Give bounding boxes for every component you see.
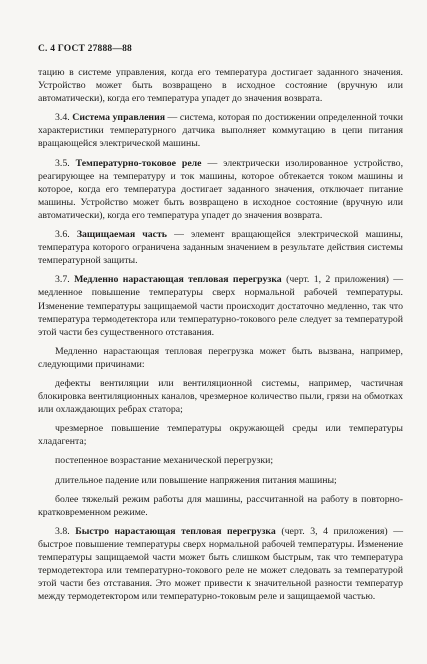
standard-code: ГОСТ 27888—88 xyxy=(57,44,132,54)
clause-term: Система управления xyxy=(72,112,166,124)
clause-number: 3.5. xyxy=(55,157,70,169)
clause-text: (черт. 1, 2 приложения) — медленное повышение температуры сверх нормальной рабочей температуры. Изменение температуры защищаемой части происходит достаточно медленно, так что температура термодетектора или температурно-токового реле следует за температурой этой части без существенного отставания. xyxy=(38,274,404,338)
clause-3-8 xyxy=(38,525,403,604)
document-body xyxy=(38,66,403,609)
clause-text: — электрически изолированное устройство, реагирующее на температуру и ток машины, которое обтекается током машины и которое, когда его температура достигает заданного значения, отключает питание машины. Устройство может быть возвращено в исходное состояние (вручную или автоматически), когда его температура упадет до значения возврата. xyxy=(38,157,404,221)
clause-term: Медленно нарастающая тепловая перегрузка xyxy=(74,274,282,286)
clause-3-4 xyxy=(38,111,403,150)
clause-number: 3.4. xyxy=(55,112,70,124)
list-item-mechanical: постепенное возрастание механической перегрузки; xyxy=(55,455,274,467)
clause-term: Температурно-токовое реле xyxy=(75,157,202,169)
list-item-duty: более тяжелый режим работы для машины, рассчитанной на работу в повторно-кратковременном режиме. xyxy=(38,493,403,518)
list-item-voltage: длительное падение или повышение напряжения питания машины; xyxy=(55,474,337,486)
list-item-ventilation: дефекты вентиляции или вентиляционной системы, например, частичная блокировка вентиляционных каналов, чрезмерное количество пыли, грязи на обмотках или охлаждающих ребрах статора; xyxy=(38,377,403,416)
clause-text: — элемент вращающейся электрической машины, температура которого ограничена заданным значением в результате действия системы температурной защиты. xyxy=(38,229,403,267)
page-number: С. 4 xyxy=(38,44,56,54)
clause-3-6 xyxy=(38,228,403,267)
clause-term: Быстро нарастающая тепловая перегрузка xyxy=(75,525,276,537)
clause-term: Защищаемая часть xyxy=(76,229,167,241)
list-item-ambient: чрезмерное повышение температуры окружающей среды или температуры хладагента; xyxy=(38,423,403,448)
clause-text: — система, которая по достижении определенной точки характеристики температурного датчика выполняет коммутацию в цепи питания вращающейся электрической машины. xyxy=(38,112,403,150)
clause-number: 3.7. xyxy=(55,274,70,286)
clause-text: (черт. 3, 4 приложения) — быстрое повышение температуры сверх нормальной рабочей температуры. Изменение температуры защищаемой части может быть слишком быстрым, так что температура термодетектора или температурно-токового реле не может следовать за температурой этой части без отставания. Это может привести к значительной разности температур между термодетектором или температурно-токовым реле и защищаемой частью. xyxy=(38,525,403,603)
clause-number: 3.6. xyxy=(55,229,70,241)
clause-3-7 xyxy=(38,273,403,338)
clause-3-5 xyxy=(38,157,403,222)
paragraph-continuation: тацию в системе управления, когда его температура достигает заданного значения. Устройство может быть возвращено в исходное состояние (вручную или автоматически), когда его температура упадет до значения возврата. xyxy=(38,67,403,105)
paragraph-causes-intro: Медленно нарастающая тепловая перегрузка может быть вызвана, например, следующими причинами: xyxy=(38,345,403,370)
page-header xyxy=(38,44,132,54)
clause-number: 3.8. xyxy=(55,525,70,537)
